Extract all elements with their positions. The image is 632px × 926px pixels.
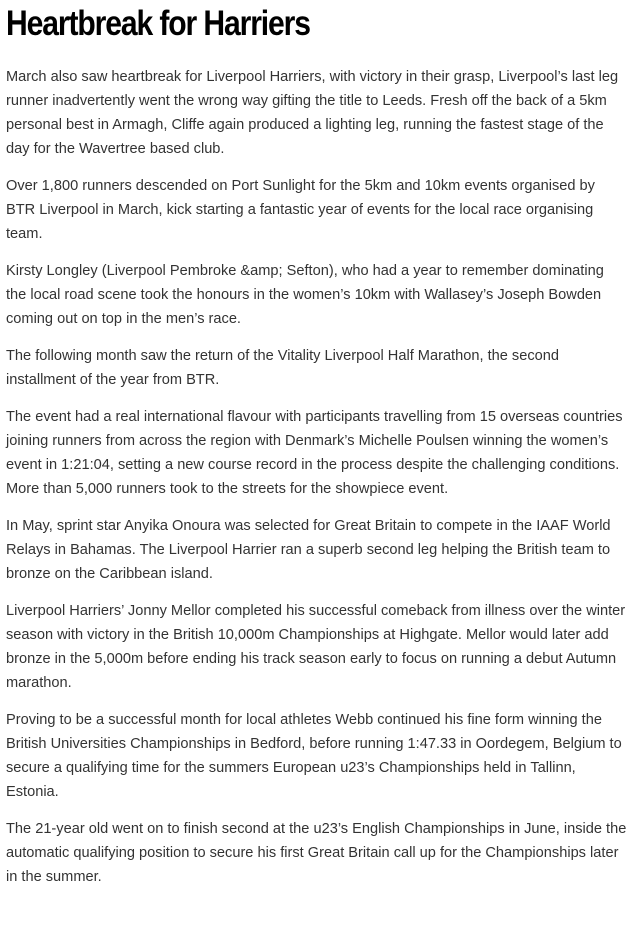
article-paragraph: Over 1,800 runners descended on Port Sunlight for the 5km and 10km events organised by BTR Liverpool in March, kick starting a fantastic year of events for the local race organising team. — [6, 178, 595, 242]
article-paragraph: The 21-year old went on to finish second at the u23’s English Championships in June, inside the automatic qualifying position to secure his first Great Britain call up for the Championships later in the summer. — [6, 821, 627, 885]
article-paragraph: Liverpool Harriers’ Jonny Mellor completed his successful comeback from illness over the winter season with victory in the British 10,000m Championships at Highgate. Mellor would later add bronze in the 5,000m before ending his track season early to focus on running a debut Autumn marathon. — [6, 603, 626, 691]
article-title: Heartbreak for Harriers — [6, 4, 310, 43]
article-paragraph: Kirsty Longley (Liverpool Pembroke &amp; Sefton), who had a year to remember dominating the local road scene took the honours in the women’s 10km with Wallasey’s Joseph Bowden coming out on top in the men’s race. — [6, 263, 604, 327]
article-paragraph: In May, sprint star Anyika Onoura was selected for Great Britain to compete in the IAAF World Relays in Bahamas. The Liverpool Harrier ran a superb second leg helping the British team to bronze on the Caribbean island. — [6, 518, 611, 582]
article — [6, 0, 628, 902]
article-body — [6, 65, 628, 889]
article-paragraph: The following month saw the return of the Vitality Liverpool Half Marathon, the second installment of the year from BTR. — [6, 348, 559, 388]
article-paragraph: Proving to be a successful month for local athletes Webb continued his fine form winning the British Universities Championships in Bedford, before running 1:47.33 in Oordegem, Belgium to secure a qualifying time for the summers European u23’s Championships held in Tallinn, Estonia. — [6, 712, 622, 800]
article-paragraph: The event had a real international flavour with participants travelling from 15 overseas countries joining runners from across the region with Denmark’s Michelle Poulsen winning the women’s event in 1:21:04, setting a new course record in the process despite the challenging conditions. More than 5,000 runners took to the streets for the showpiece event. — [6, 409, 623, 497]
article-paragraph: March also saw heartbreak for Liverpool Harriers, with victory in their grasp, Liverpool’s last leg runner inadvertently went the wrong way gifting the title to Leeds. Fresh off the back of a 5km personal best in Armagh, Cliffe again produced a lighting leg, running the fastest stage of the day for the Wavertree based club. — [6, 69, 619, 157]
